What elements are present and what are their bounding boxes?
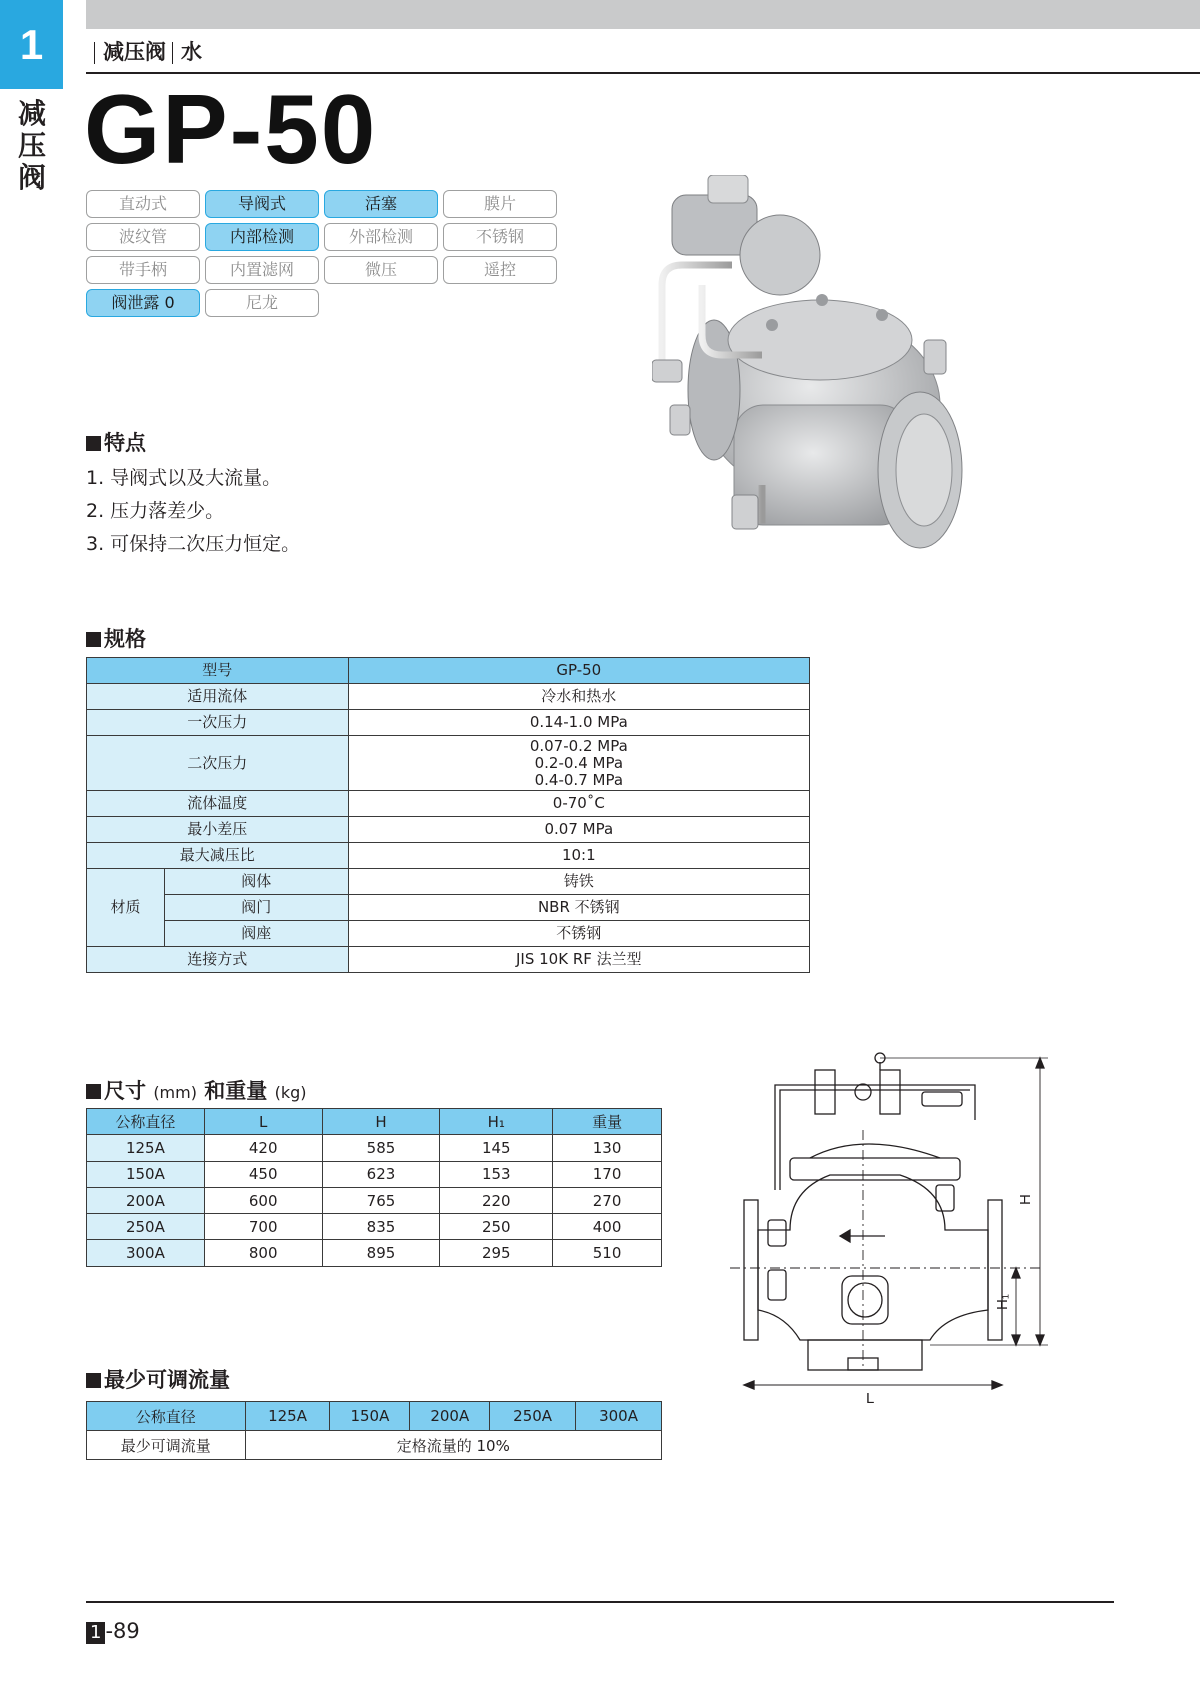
features-heading: 特点	[86, 430, 146, 456]
pressure-range: 0.2-0.4 MPa	[534, 753, 624, 772]
spec-value: 10:1	[348, 843, 809, 869]
feature-tag: 外部检测	[324, 223, 438, 251]
feature-tag: 内部检测	[205, 223, 319, 251]
table-row	[87, 947, 810, 973]
spec-label: 二次压力	[87, 736, 349, 791]
flow-row-label: 最少可调流量	[87, 1431, 246, 1460]
table-row	[87, 817, 810, 843]
spec-value: 不锈钢	[348, 921, 809, 947]
dimension-label-L: L	[866, 1390, 875, 1407]
column-header: H	[322, 1109, 440, 1135]
flow-header-label: 公称直径	[87, 1402, 246, 1431]
feature-tag: 带手柄	[86, 256, 200, 284]
table-row	[87, 1240, 662, 1266]
dimension-drawing	[730, 1040, 1070, 1410]
breadcrumb	[88, 38, 202, 66]
feature-tag: 微压	[324, 256, 438, 284]
dimensions-heading: 尺寸 (mm) 和重量 (kg)	[86, 1078, 307, 1106]
table-row	[87, 921, 810, 947]
row-label: 150A	[87, 1161, 205, 1187]
spec-value: NBR 不锈钢	[348, 895, 809, 921]
feature-item: 1. 导阀式以及大流量。	[86, 467, 282, 489]
row-label: 250A	[87, 1214, 205, 1240]
spec-label: 阀门	[164, 895, 348, 921]
side-category-label: 减压阀	[17, 97, 46, 194]
column-header: 150A	[330, 1402, 410, 1431]
spec-table	[86, 657, 810, 973]
dimension-label-H1: H₁	[994, 1294, 1011, 1310]
table-row	[87, 1187, 662, 1213]
page-number	[86, 1619, 140, 1644]
column-header: 公称直径	[87, 1109, 205, 1135]
feature-tag: 遥控	[443, 256, 557, 284]
table-row	[87, 1431, 662, 1460]
column-header: H₁	[440, 1109, 553, 1135]
table-row	[87, 869, 810, 895]
table-cell: 765	[322, 1187, 440, 1213]
feature-tag: 波纹管	[86, 223, 200, 251]
table-cell: 895	[322, 1240, 440, 1266]
spec-value: 0.14-1.0 MPa	[348, 710, 809, 736]
table-cell: 600	[204, 1187, 322, 1213]
column-header: 重量	[553, 1109, 662, 1135]
feature-item: 3. 可保持二次压力恒定。	[86, 533, 301, 555]
spec-label: 型号	[87, 658, 349, 684]
table-cell: 170	[553, 1161, 662, 1187]
spec-label: 适用流体	[87, 684, 349, 710]
spec-label: 阀座	[164, 921, 348, 947]
features-list	[86, 462, 300, 561]
spec-label: 阀体	[164, 869, 348, 895]
column-header: 300A	[576, 1402, 662, 1431]
table-cell: 585	[322, 1135, 440, 1161]
page-index: -89	[105, 1619, 140, 1643]
page-chapter: 1	[86, 1622, 105, 1644]
feature-tag: 内置滤网	[205, 256, 319, 284]
table-row	[87, 1135, 662, 1161]
column-header: L	[204, 1109, 322, 1135]
table-row	[87, 1161, 662, 1187]
breadcrumb-medium: 水	[181, 40, 202, 64]
spec-value: JIS 10K RF 法兰型	[348, 947, 809, 973]
table-cell: 835	[322, 1214, 440, 1240]
min-flow-table	[86, 1401, 662, 1460]
table-cell: 800	[204, 1240, 322, 1266]
table-cell: 450	[204, 1161, 322, 1187]
table-row	[87, 791, 810, 817]
spec-label: 流体温度	[87, 791, 349, 817]
feature-tag: 不锈钢	[443, 223, 557, 251]
row-label: 300A	[87, 1240, 205, 1266]
column-header: 200A	[410, 1402, 490, 1431]
spec-value: GP-50	[348, 658, 809, 684]
table-cell: 510	[553, 1240, 662, 1266]
table-cell: 700	[204, 1214, 322, 1240]
row-label: 200A	[87, 1187, 205, 1213]
table-header-row	[87, 1109, 662, 1135]
spec-label: 最大减压比	[87, 843, 349, 869]
feature-tag: 膜片	[443, 190, 557, 218]
table-cell: 270	[553, 1187, 662, 1213]
top-bar	[86, 0, 1200, 29]
feature-item: 2. 压力落差少。	[86, 500, 225, 522]
table-cell: 220	[440, 1187, 553, 1213]
separator	[94, 42, 95, 64]
feature-tag: 活塞	[324, 190, 438, 218]
table-cell: 250	[440, 1214, 553, 1240]
breadcrumb-category: 减压阀	[103, 40, 166, 64]
dimension-label-H: H	[1017, 1194, 1034, 1205]
table-row	[87, 658, 810, 684]
spec-label: 最小差压	[87, 817, 349, 843]
spec-label: 材质	[87, 869, 165, 947]
spec-value	[348, 736, 809, 791]
table-row	[87, 1214, 662, 1240]
dimensions-table	[86, 1108, 662, 1267]
table-cell: 145	[440, 1135, 553, 1161]
table-cell: 153	[440, 1161, 553, 1187]
table-row	[87, 843, 810, 869]
flow-value: 定格流量的 10%	[245, 1431, 661, 1460]
min-flow-heading: 最少可调流量	[86, 1367, 230, 1393]
spec-value: 0-70˚C	[348, 791, 809, 817]
feature-tag: 导阀式	[205, 190, 319, 218]
table-cell: 420	[204, 1135, 322, 1161]
separator	[172, 42, 173, 64]
column-header: 250A	[490, 1402, 576, 1431]
table-header-row	[87, 1402, 662, 1431]
feature-tag: 尼龙	[205, 289, 319, 317]
spec-label: 一次压力	[87, 710, 349, 736]
table-row	[87, 684, 810, 710]
spec-value: 铸铁	[348, 869, 809, 895]
spec-heading: 规格	[86, 626, 146, 652]
table-row	[87, 895, 810, 921]
spec-value: 0.07 MPa	[348, 817, 809, 843]
table-cell: 623	[322, 1161, 440, 1187]
column-header: 125A	[245, 1402, 330, 1431]
table-row	[87, 710, 810, 736]
spec-label: 连接方式	[87, 947, 349, 973]
table-cell: 400	[553, 1214, 662, 1240]
pressure-range: 0.07-0.2 MPa	[529, 736, 628, 755]
feature-tag: 阀泄露 0	[86, 289, 200, 317]
footer-divider	[86, 1601, 1114, 1603]
table-cell: 130	[553, 1135, 662, 1161]
table-cell: 295	[440, 1240, 553, 1266]
feature-tag: 直动式	[86, 190, 200, 218]
table-row	[87, 736, 810, 791]
row-label: 125A	[87, 1135, 205, 1161]
page-title: GP-50	[84, 74, 378, 184]
pressure-range: 0.4-0.7 MPa	[534, 770, 624, 789]
spec-value: 冷水和热水	[348, 684, 809, 710]
chapter-tab: 1	[0, 0, 63, 89]
product-photo	[652, 175, 1022, 585]
